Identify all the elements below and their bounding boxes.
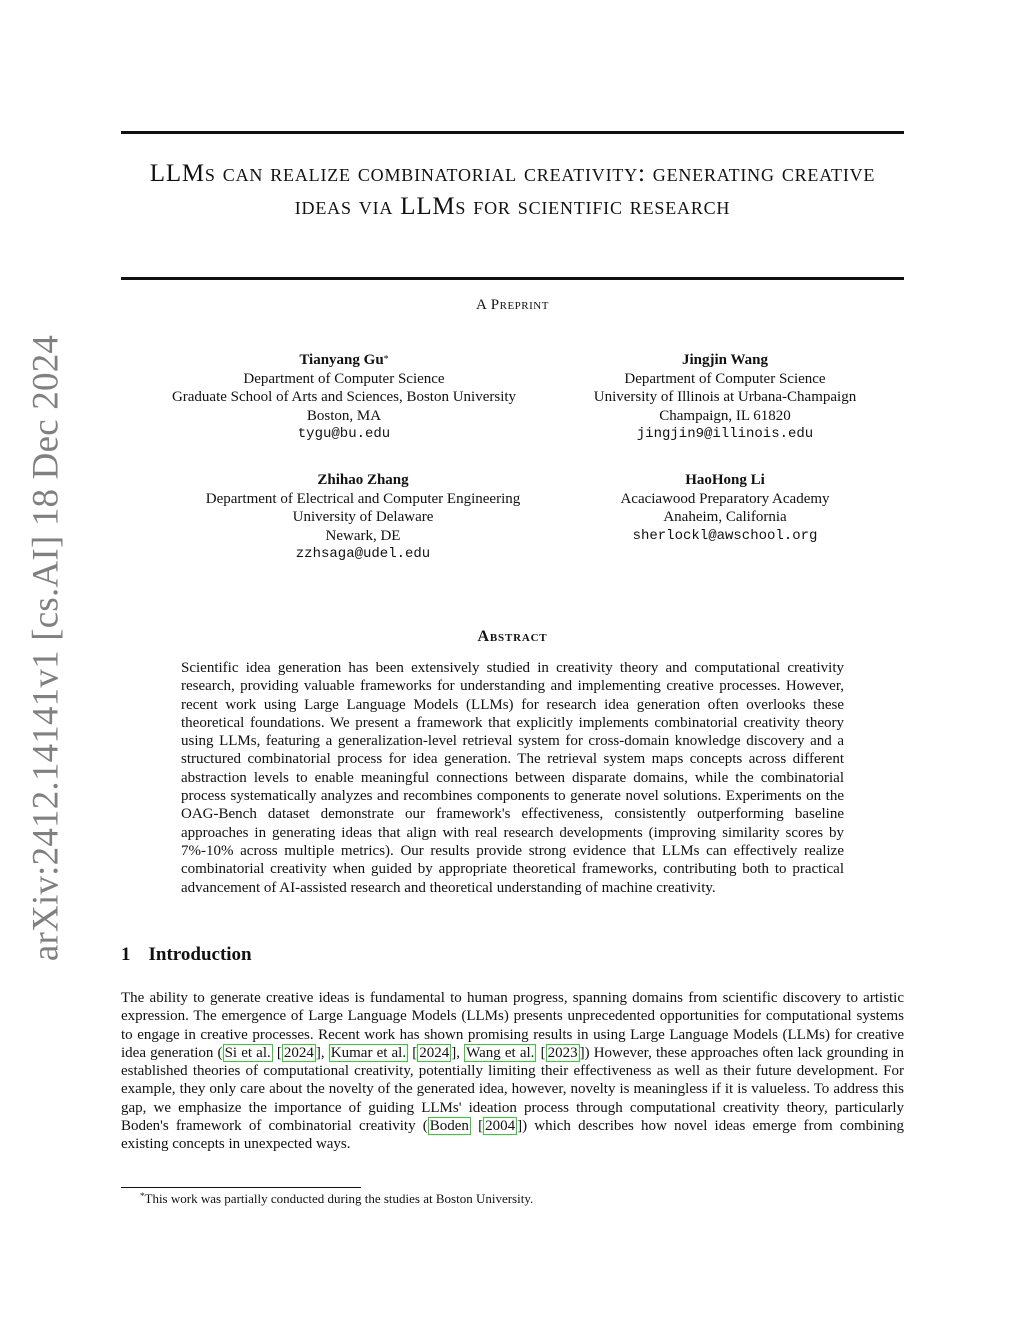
intro-text-part-3: ) which describes how novel ideas emerge from combining existing concepts in unexpected ways. <box>121 1118 905 1153</box>
section-heading-introduction <box>121 944 252 966</box>
author-block-2 <box>553 351 897 444</box>
author-institution: University of Illinois at Urbana-Champaign <box>593 389 857 405</box>
footnote-marker: * <box>140 1191 145 1201</box>
author-email: zzhsaga@udel.edu <box>295 546 431 562</box>
intro-text-part-2: ) However, these approaches often lack grounding in established theories of computational creativity, potentially limiting their effectiveness as well as their future development. For example, they only care about the novelty of the generated idea, however, novelty is meaningless if it is valueless. To address this gap, we emphasize the importance of guiding LLMs' ideation process through computational creativity theory, particularly Boden's framework of combinatorial creativity ( <box>121 1044 905 1135</box>
citation-link-wang[interactable]: Wang et al. <box>466 1044 535 1061</box>
author-email: sherlockl@awschool.org <box>632 527 818 544</box>
author-email: tygu@bu.edu <box>297 426 391 442</box>
author-location: Newark, DE <box>325 527 401 544</box>
citation-link-boden[interactable]: Boden <box>429 1118 469 1135</box>
author-department: Department of Computer Science <box>243 370 445 387</box>
citation-year-link-si[interactable]: 2024 <box>283 1044 314 1061</box>
paper-title: LLMs can realize combinatorial creativity: generating creative ideas via LLMs for scientific research <box>149 160 876 220</box>
author-name: HaoHong Li <box>685 472 765 488</box>
citation-link-kumar[interactable]: Kumar et al. <box>330 1044 407 1061</box>
author-footnote-marker[interactable]: * <box>383 354 389 365</box>
citation-link-si[interactable]: Si et al. <box>224 1044 271 1061</box>
author-institution: Acaciawood Preparatory Academy <box>620 490 830 507</box>
footnote <box>140 1191 533 1207</box>
author-department: Department of Electrical and Computer Engineering <box>205 490 521 507</box>
author-block-4 <box>553 471 897 545</box>
author-name: Zhihao Zhang <box>317 472 409 488</box>
citation-year-link-wang[interactable]: 2023 <box>547 1044 578 1061</box>
author-name: Jingjin Wang <box>681 352 768 368</box>
author-institution: University of Delaware <box>292 509 434 525</box>
author-name-line <box>121 351 567 370</box>
author-location: Anaheim, California <box>663 509 787 525</box>
footnote-text: This work was partially conducted during the studies at Boston University. <box>144 1191 534 1206</box>
intro-text-part-1: The ability to generate creative ideas is fundamental to human progress, spanning domains from scientific discovery to artistic expression. The emergence of Large Language Models (LLMs) presents unprecedented opportunities for computational systems to engage in creative processes. Recent work has shown promising results in using Large Language Models (LLMs) for creative idea generation ( <box>121 990 904 1061</box>
author-block-1 <box>121 351 567 444</box>
section-number: 1 <box>121 944 131 965</box>
author-institution: Graduate School of Arts and Sciences, Boston University <box>171 389 517 405</box>
abstract-text: Scientific idea generation has been extensively studied in creativity theory and computational creativity research, providing valuable frameworks for understanding and implementing creative processes. However, recent work using Large Language Models (LLMs) for research idea generation often overlooks these theoretical foundations. We present a framework that explicitly implements combinatorial creativity theory using LLMs, featuring a generalization-level retrieval system for cross-domain knowledge discovery and a structured combinatorial process for idea generation. The retrieval system maps concepts across different abstraction levels to enable meaningful connections between disparate domains, while the combinatorial process systematically analyzes and recombines components to generate novel solutions. Experiments on the OAG-Bench dataset demonstrate our framework's effectiveness, consistently outperforming baseline approaches in generating ideas that align with real research developments (improving similarity scores by 7%-10% across multiple metrics). Our results provide strong evidence that LLMs can effectively realize combinatorial creativity when guided by appropriate theoretical frameworks, contributing both to practical advancement of AI-assisted research and theoretical understanding of machine creativity. <box>181 660 844 896</box>
introduction-paragraph: The ability to generate creative ideas is fundamental to human progress, spanning domains from scientific discovery to artistic expression. The emergence of Large Language Models (LLMs) presents unprecedented opportunities for computational systems to engage in creative processes. Recent work has shown promising results in using Large Language Models (LLMs) for creative idea generation ( Si et al. [ 2024 ], Kumar et al. [ 2024 ], Wang et al. [ 2023 ]) However, these approaches often lack grounding in established theories of computational creativity, potentially limiting their effectiveness as well as their future development. For example, they only care about the novelty of the generated idea, however, novelty is meaningless if it is valueless. To address this gap, we emphasize the importance of guiding LLMs' ideation process through computational creativity theory, particularly Boden's framework of combinatorial creativity ( Boden [ 2004 ]) which describes how novel ideas emerge from combining existing concepts in unexpected ways. <box>121 990 905 1153</box>
citation-year-link-kumar[interactable]: 2024 <box>419 1044 450 1061</box>
title-top-rule <box>121 131 904 134</box>
author-email: jingjin9@illinois.edu <box>636 426 814 442</box>
section-title: Introduction <box>148 944 252 965</box>
footnote-rule <box>121 1187 361 1188</box>
author-name: Tianyang Gu <box>299 352 384 368</box>
citation-year-link-boden[interactable]: 2004 <box>485 1118 516 1135</box>
title-bottom-rule <box>121 277 904 280</box>
author-location: Champaign, IL 61820 <box>659 407 791 424</box>
author-department: Department of Computer Science <box>624 370 826 387</box>
abstract-heading: Abstract <box>477 628 548 645</box>
arxiv-identifier-stamp: arXiv:2412.14141v1 [cs.AI] 18 Dec 2024 <box>25 334 67 962</box>
author-location: Boston, MA <box>306 407 382 424</box>
preprint-label: A Preprint <box>476 297 549 313</box>
author-block-3 <box>121 471 605 564</box>
